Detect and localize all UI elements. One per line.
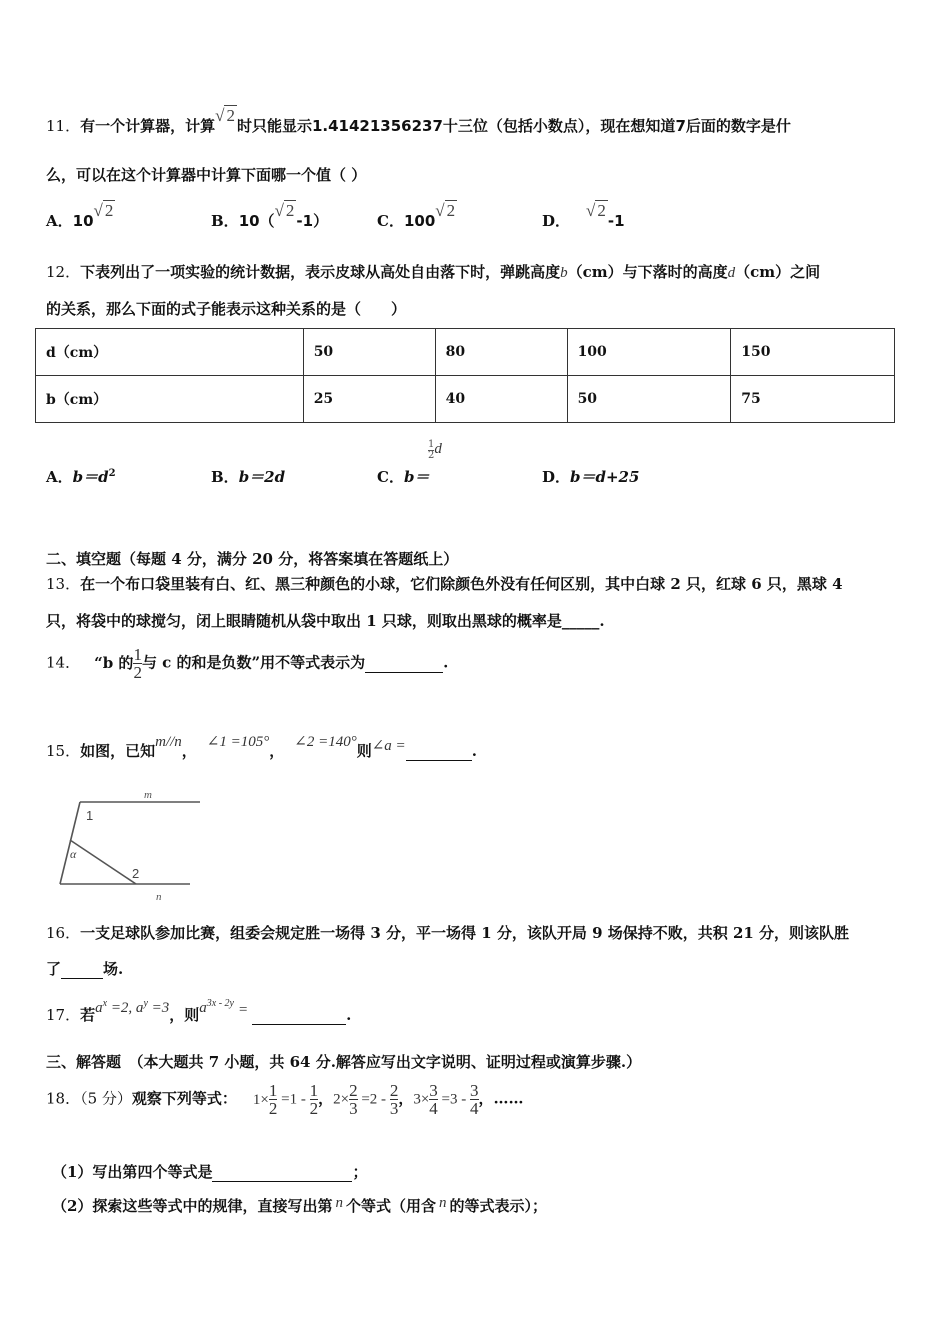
sqrt-symbol: √ 2	[586, 201, 606, 220]
fraction: $\frac{3}{4}$	[470, 1081, 479, 1118]
q12-option-c: C．b＝	[377, 468, 430, 486]
label-2: 2	[132, 866, 140, 881]
q12-option-d: D．b＝d+25	[542, 468, 640, 486]
sqrt-symbol: √ 2	[215, 106, 235, 125]
fraction: $\frac{1}{2}$	[309, 1081, 319, 1118]
q12-line1: 12．下表列出了一项实验的统计数据，表示皮球从高处自由落下时，弹跳高度b（cm）与下落时的高度d（cm）之间	[46, 263, 821, 281]
q18-sub1: （1）写出第四个等式是 ；	[52, 1163, 368, 1181]
q12-line2: 的关系，那么下面的式子能表示这种关系的是（ ）	[46, 300, 407, 318]
table-cell: 150	[731, 329, 895, 376]
parallel-lines-figure	[52, 782, 212, 904]
fraction: $\frac{2}{3}$	[389, 1081, 399, 1118]
sqrt-symbol: √ 2	[435, 201, 456, 220]
q17-line: 17．若$a^x =2$, $a^y =3$，则$a^{3x - 2y}$ = .	[46, 998, 352, 1024]
q15-line: 15．如图，已知m//n， ∠1 =105°， ∠2 =140°则∠a = .	[46, 734, 477, 760]
table-cell: d（cm）	[36, 329, 304, 376]
label-m: m	[144, 789, 152, 801]
q13-line2: 只，将袋中的球搅匀，闭上眼睛随机从袋中取出 1 只球，则取出黑球的概率是_____.	[46, 612, 605, 630]
q16-line2: 了 场.	[46, 960, 124, 978]
q11-option-c: C．100√ 2	[377, 201, 456, 230]
table-cell: 50	[303, 329, 435, 376]
label-1: 1	[86, 808, 94, 823]
q18-line: 18．（5 分）观察下列等式： 1× $\frac{1}{2}$ =1 - $\frac{1}{2}$ ，2× $\frac{2}{3}$ =2 - $\frac{2}{3}$ ，3× $\frac{3}{4}$ =3 - $\frac{3}{4}$ ，……	[46, 1081, 524, 1118]
q11-option-b: B．10（√ 2-1）	[211, 201, 329, 230]
q12-number: 12．	[46, 263, 81, 281]
answer-blank	[365, 654, 443, 673]
sqrt-symbol: √ 2	[274, 201, 295, 220]
fraction: $\frac{1}{2}$	[133, 645, 142, 682]
q15-number: 15．	[46, 742, 81, 760]
table-cell: 100	[567, 329, 731, 376]
table-cell: 50	[567, 376, 731, 423]
answer-blank	[61, 960, 103, 979]
answer-blank	[212, 1163, 352, 1182]
answer-blank	[252, 1006, 346, 1025]
table-row	[36, 376, 895, 423]
q13-line1: 13．在一个布口袋里装有白、红、黑三种颜色的小球，它们除颜色外没有任何区别，其中白球 2 只，红球 6 只，黑球 4	[46, 575, 843, 593]
table-row	[36, 329, 895, 376]
section-2-heading: 二、填空题（每题 4 分，满分 20 分，将答案填在答题纸上）	[46, 550, 459, 568]
transversal-left	[60, 802, 80, 884]
q16-number: 16．	[46, 924, 81, 942]
table-cell: 40	[435, 376, 567, 423]
transversal-diagonal	[70, 840, 136, 884]
q18-number: 18．	[46, 1089, 81, 1108]
q17-number: 17．	[46, 1006, 81, 1024]
q13-number: 13．	[46, 575, 81, 593]
table-cell: b（cm）	[36, 376, 304, 423]
table-cell: 25	[303, 376, 435, 423]
label-alpha: α	[70, 847, 77, 861]
q11-number: 11．	[46, 117, 81, 135]
q12-option-b: B．b＝2d	[211, 468, 286, 486]
answer-blank	[406, 742, 472, 761]
label-n: n	[156, 891, 162, 903]
fraction: $\frac{1}{2}$	[268, 1081, 278, 1118]
q14-line: 14． “b 的 $\frac{1}{2}$ 与 c 的和是负数”用不等式表示为 .	[46, 645, 449, 682]
q11-option-d: D．√ 2-1	[542, 201, 625, 230]
sqrt-symbol: √ 2	[93, 201, 114, 220]
q11-line1: 11．有一个计算器，计算√ 2时只能显示1.41421356237十三位（包括小数点），现在想知道7后面的数字是什	[46, 106, 791, 135]
q11-option-a: A．10√ 2	[46, 201, 114, 230]
q14-number: 14．	[46, 653, 81, 672]
q18-sub2: （2）探索这些等式中的规律，直接写出第 n 个等式（用含 n 的等式表示）；	[52, 1195, 547, 1215]
data-table	[35, 328, 895, 423]
table-cell: 75	[731, 376, 895, 423]
q12-option-c-fraction: $\frac{1}{2}$ d	[428, 439, 442, 461]
q16-line1: 16．一支足球队参加比赛，组委会规定胜一场得 3 分，平一场得 1 分，该队开局 9 场保持不败，共积 21 分，则该队胜	[46, 924, 850, 942]
section-3-heading: 三、解答题 （本大题共 7 小题，共 64 分.解答应写出文字说明、证明过程或演算步骤.）	[46, 1053, 642, 1071]
fraction: $\frac{3}{4}$	[429, 1081, 438, 1118]
q11-line2: 么，可以在这个计算器中计算下面哪一个值（ ）	[46, 166, 367, 184]
display-value: 1.41421356237	[311, 117, 443, 135]
fraction: $\frac{2}{3}$	[349, 1081, 358, 1118]
table-cell: 80	[435, 329, 567, 376]
q12-option-a: A．$b=d^2$	[46, 468, 116, 486]
